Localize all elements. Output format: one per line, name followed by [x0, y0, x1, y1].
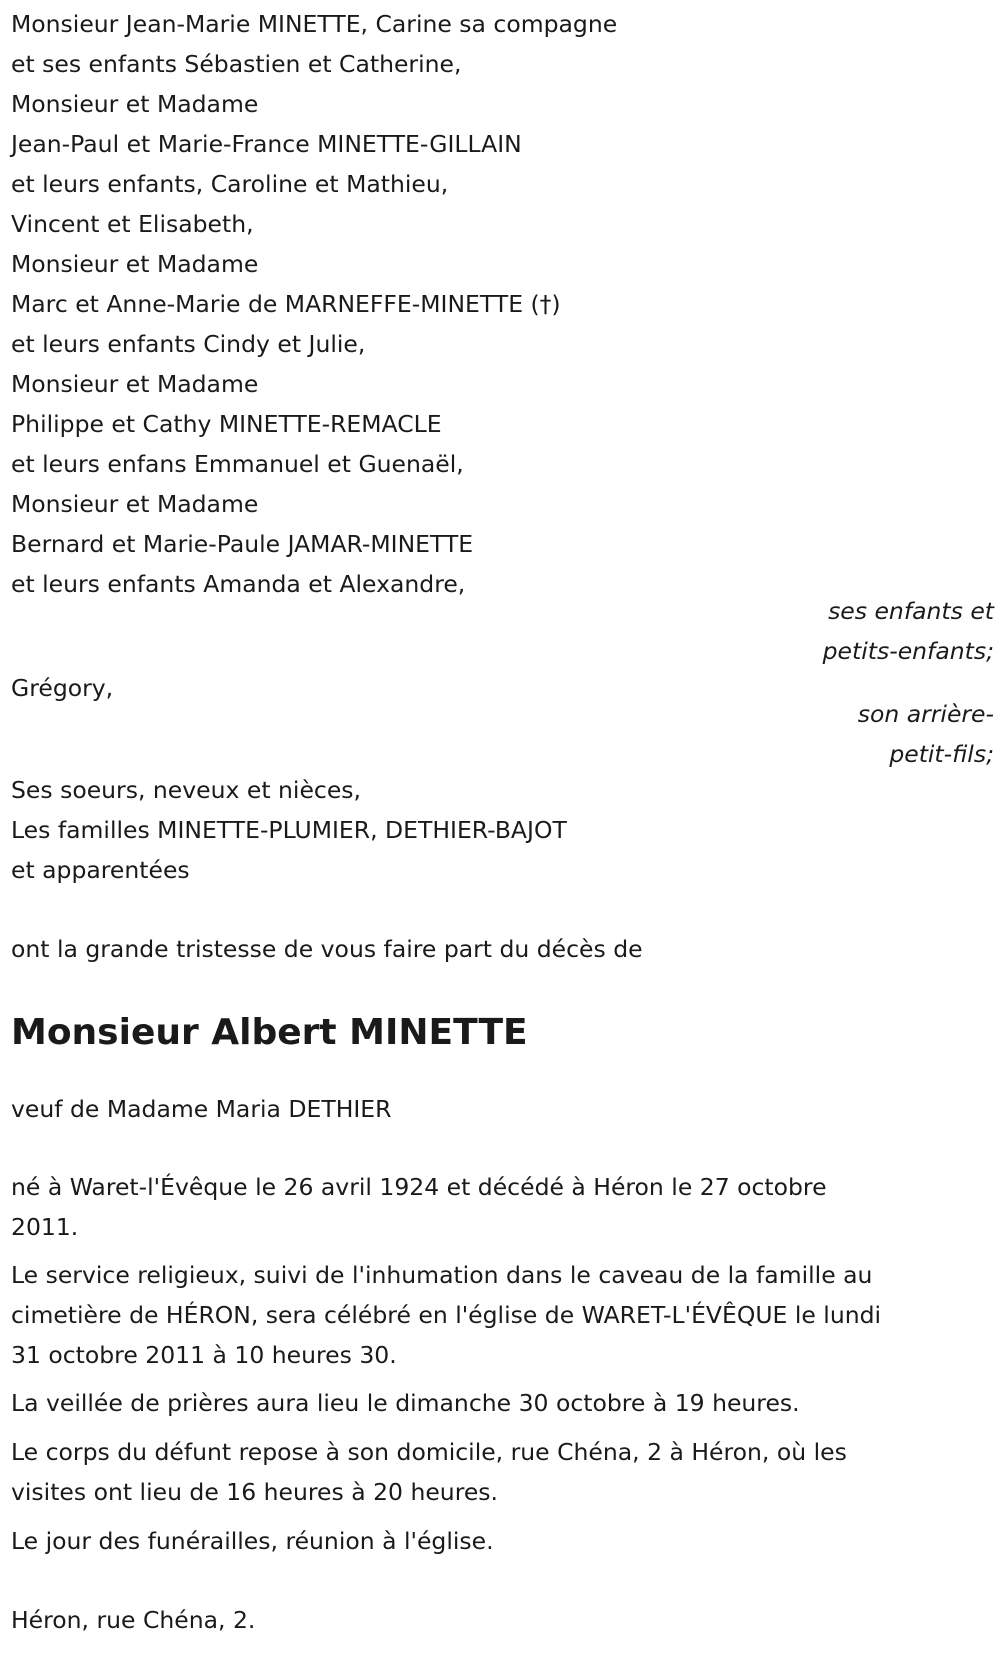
funeral-meeting-paragraph: [11, 1521, 1000, 1561]
announcement-text: ont la grande tristesse de vous faire part du décès de: [11, 935, 643, 963]
relation-note-line: ses enfants et: [828, 597, 994, 625]
relation-note-line: petits-enfants;: [822, 637, 994, 665]
family-line: et leurs enfants Amanda et Alexandre,: [11, 570, 466, 598]
family-line: et leurs enfants, Caroline et Mathieu,: [11, 170, 449, 198]
relatives-line: Ses soeurs, neveux et nièces,: [11, 776, 362, 804]
paragraph-line: Le service religieux, suivi de l'inhumation dans le caveau de la famille au: [11, 1261, 873, 1289]
other-relatives: [11, 770, 567, 890]
vigil-paragraph: [11, 1383, 1000, 1423]
family-line: Monsieur et Madame: [11, 250, 259, 278]
paragraph-line: Le jour des funérailles, réunion à l'église.: [11, 1527, 494, 1555]
family-list: [11, 4, 617, 604]
family-line: Bernard et Marie-Paule JAMAR-MINETTE: [11, 530, 474, 558]
family-line: Philippe et Cathy MINETTE-REMACLE: [11, 410, 442, 438]
family-line: Marc et Anne-Marie de MARNEFFE-MINETTE (†): [11, 290, 561, 318]
paragraph-line: né à Waret-l'Évêque le 26 avril 1924 et décédé à Héron le 27 octobre: [11, 1173, 827, 1201]
family-line: Monsieur Jean-Marie MINETTE, Carine sa compagne: [11, 10, 618, 38]
family-line: Jean-Paul et Marie-France MINETTE-GILLAIN: [11, 130, 522, 158]
spouse-text: veuf de Madame Maria DETHIER: [11, 1095, 392, 1123]
great-grandson-relation-note: [858, 694, 994, 774]
relatives-line: et apparentées: [11, 856, 190, 884]
great-grandson-name: Grégory,: [11, 674, 114, 702]
relation-note-line: son arrière-: [857, 700, 994, 728]
family-line: Monsieur et Madame: [11, 490, 259, 518]
deceased-name: Monsieur Albert MINETTE: [11, 1012, 528, 1053]
repose-paragraph: [11, 1432, 1000, 1512]
family-line: et leurs enfans Emmanuel et Guenaël,: [11, 450, 464, 478]
family-line: Monsieur et Madame: [11, 90, 259, 118]
family-line: et ses enfants Sébastien et Catherine,: [11, 50, 462, 78]
paragraph-line: 2011.: [11, 1213, 79, 1241]
relation-note-line: petit-fils;: [889, 740, 994, 768]
address-text: Héron, rue Chéna, 2.: [11, 1606, 256, 1634]
paragraph-line: visites ont lieu de 16 heures à 20 heures.: [11, 1478, 499, 1506]
relatives-line: Les familles MINETTE-PLUMIER, DETHIER-BAJOT: [11, 816, 567, 844]
children-relation-note: [823, 591, 994, 671]
paragraph-line: 31 octobre 2011 à 10 heures 30.: [11, 1341, 397, 1369]
family-line: Vincent et Elisabeth,: [11, 210, 254, 238]
birth-death-paragraph: [11, 1167, 1000, 1247]
family-line: et leurs enfants Cindy et Julie,: [11, 330, 366, 358]
family-line: Monsieur et Madame: [11, 370, 259, 398]
paragraph-line: cimetière de HÉRON, sera célébré en l'église de WARET-L'ÉVÊQUE le lundi: [11, 1301, 882, 1329]
service-paragraph: [11, 1255, 1000, 1375]
paragraph-line: Le corps du défunt repose à son domicile, rue Chéna, 2 à Héron, où les: [11, 1438, 847, 1466]
paragraph-line: La veillée de prières aura lieu le dimanche 30 octobre à 19 heures.: [11, 1389, 800, 1417]
